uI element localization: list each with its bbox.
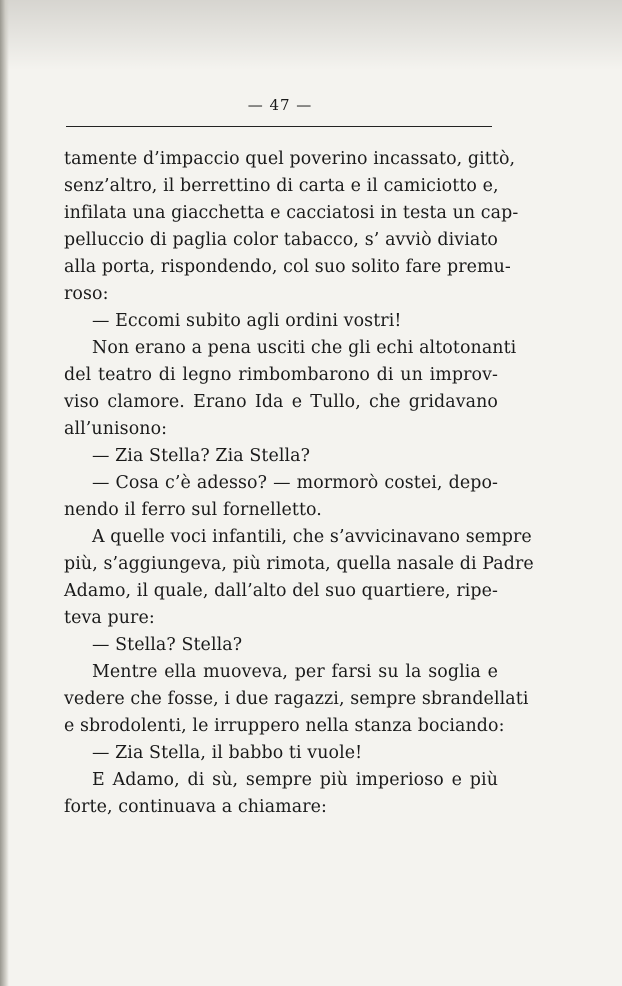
page-number: — 47 — [247,96,313,114]
text-line: viso clamore. Erano Ida e Tullo, che gridavano [64,392,498,412]
text-line: e sbrodolenti, le irruppero nella stanza bociando: [64,716,505,736]
text-line: Non erano a pena usciti che gli echi altotonanti [92,338,517,358]
text-line: forte, continuava a chiamare: [64,797,327,817]
text-line: del teatro di legno rimbombarono di un improv- [64,365,498,385]
text-line: Adamo, il quale, dall’alto del suo quartiere, ripe- [64,581,498,601]
text-line: alla porta, rispondendo, col suo solito fare premu- [64,257,511,277]
body-text [64,146,534,821]
text-line: Mentre ella muoveva, per farsi su la soglia e [92,662,498,682]
page-shadow-top [0,0,622,70]
text-line: più, s’aggiungeva, più rimota, quella nasale di Padre [64,554,534,574]
text-line: E Adamo, di sù, sempre più imperioso e più [92,770,498,790]
text-line: — Zia Stella? Zia Stella? [92,446,311,466]
text-line: senz’altro, il berrettino di carta e il camiciotto e, [64,176,499,196]
text-line: — Stella? Stella? [92,635,243,655]
header-rule [66,126,492,127]
text-line: infilata una giacchetta e cacciatosi in testa un cap- [64,203,519,223]
text-line: vedere che fosse, i due ragazzi, sempre sbrandellati [64,689,529,709]
text-line: A quelle voci infantili, che s’avvicinavano sempre [92,527,532,547]
text-line: roso: [64,284,109,304]
text-line: — Eccomi subito agli ordini vostri! [92,311,402,331]
text-line: pelluccio di paglia color tabacco, s’ avviò diviato [64,230,498,250]
text-line: — Cosa c’è adesso? — mormorò costei, depo- [92,473,498,493]
text-line: teva pure: [64,608,155,628]
text-line: tamente d’impaccio quel poverino incassato, gittò, [64,149,516,169]
page-binding-edge [0,0,9,986]
text-line: nendo il ferro sul fornelletto. [64,500,322,520]
text-line: — Zia Stella, il babbo ti vuole! [92,743,363,763]
text-line: all’unisono: [64,419,168,439]
